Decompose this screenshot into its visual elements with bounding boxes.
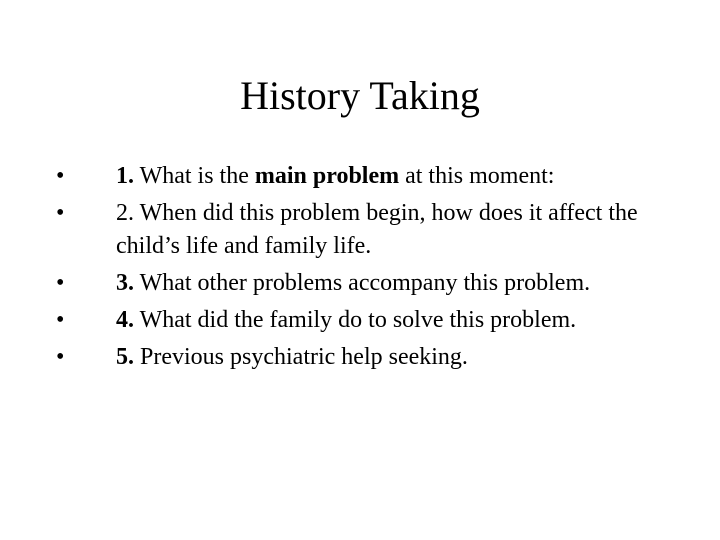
list-item <box>56 341 696 374</box>
bullet-icon: • <box>56 344 65 370</box>
list-item <box>56 160 696 193</box>
bullet-list <box>56 160 696 378</box>
list-item <box>56 304 696 337</box>
bullet-icon: • <box>56 200 65 226</box>
bullet-icon: • <box>56 163 65 189</box>
list-item <box>56 197 696 263</box>
item-number: 1. <box>116 163 134 189</box>
item-emphasis: main problem <box>254 163 400 189</box>
item-text: 2. When did this problem begin, how does it affect the child’s life and family life. <box>116 200 638 259</box>
item-text: at this moment: <box>399 163 555 189</box>
item-text: What is the <box>134 163 255 189</box>
bullet-icon: • <box>56 307 65 333</box>
list-item <box>56 267 696 300</box>
item-number: 5. <box>116 344 134 370</box>
item-text: Previous psychiatric help seeking. <box>134 344 468 370</box>
bullet-icon: • <box>56 270 65 296</box>
item-number: 4. <box>116 307 134 333</box>
item-text: What other problems accompany this problem. <box>134 270 591 296</box>
slide-title: History Taking <box>240 73 480 118</box>
item-number: 3. <box>116 270 134 296</box>
item-text: What did the family do to solve this problem. <box>134 307 577 333</box>
